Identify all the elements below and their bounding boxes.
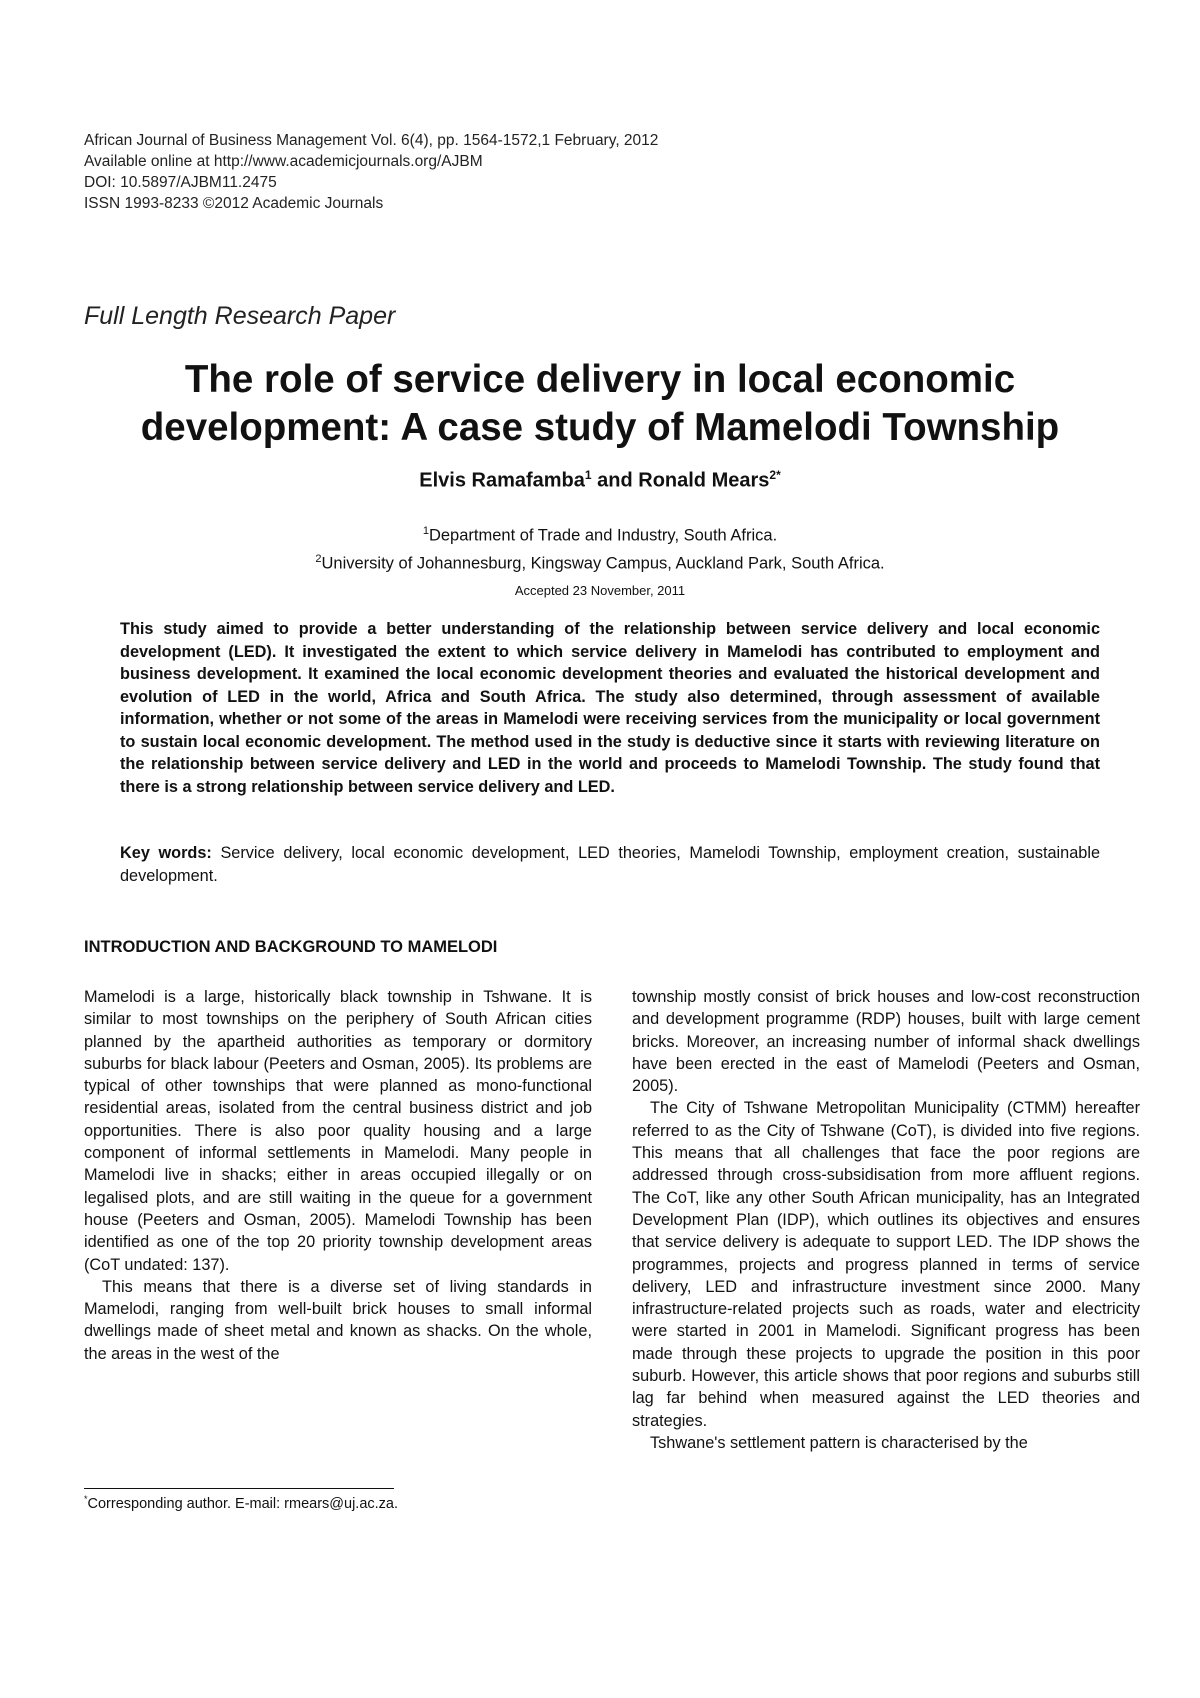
affiliation-item <box>60 520 1140 548</box>
body-paragraph: The City of Tshwane Metropolitan Municipality (CTMM) hereafter referred to as the City of Tshwane (CoT), is divided into five regions. This means that all challenges that face the poor regions are addressed through cross-subsidisation from more affluent regions. The CoT, like any other South African municipality, has an Integrated Development Plan (IDP), which outlines its objectives and ensures that service delivery is adequate to support LED. The IDP shows the programmes, projects and progress planned in terms of service delivery, LED and infrastructure investment since 2000. Many infrastructure-related projects such as roads, water and electricity were started in 2001 in Mamelodi. Significant progress has been made through these projects to upgrade the position in this poor suburb. However, this article shows that poor regions and suburbs still lag far behind when measured against the LED theories and strategies. <box>632 1099 1140 1430</box>
section-heading: INTRODUCTION AND BACKGROUND TO MAMELODI <box>84 938 498 956</box>
affiliation-mark: 1 <box>422 525 429 537</box>
author-connector: and <box>591 469 639 492</box>
author-name: Elvis Ramafamba <box>419 469 585 492</box>
affiliation-text: University of Johannesburg, Kingsway Campus, Auckland Park, South Africa. <box>321 554 885 572</box>
keywords-label: Key words: <box>120 844 212 862</box>
abstract: This study aimed to provide a better understanding of the relationship between service delivery and local economic development (LED). It investigated the extent to which service delivery in Mamelodi has contributed to employment and business development. It examined the local economic development theories and evaluated the historical development and evolution of LED in the world, Africa and South Africa. The study also determined, through assessment of available information, whether or not some of the areas in Mamelodi were receiving services from the municipality or local government to sustain local economic development. The method used in the study is deductive since it starts with reviewing literature on the relationship between service delivery and LED in the world and proceeds to Mamelodi Township. The study found that there is a strong relationship between service delivery and LED. <box>120 620 1100 796</box>
paper-title-line-1: The role of service delivery in local economic <box>184 358 1016 401</box>
journal-citation: African Journal of Business Management Vol. 6(4), pp. 1564-1572,1 February, 2012 <box>84 132 659 149</box>
body-paragraph: This means that there is a diverse set of living standards in Mamelodi, ranging from well-built brick houses to small informal dwellings made of sheet metal and known as shacks. On the whole, the areas in the west of the <box>84 1277 592 1363</box>
keywords-text: Service delivery, local economic development, LED theories, Mamelodi Township, employment creation, sustainable development. <box>120 844 1100 885</box>
body-column-right <box>632 986 1140 1454</box>
author-name: Ronald Mears <box>638 469 770 492</box>
footnote-divider <box>84 1488 394 1489</box>
affiliation-mark: 2 <box>315 552 322 565</box>
author-affiliation-mark: 2* <box>769 468 781 482</box>
author-list <box>60 468 1140 493</box>
body-column-left <box>84 986 592 1365</box>
paper-title <box>60 356 1140 452</box>
paper-type: Full Length Research Paper <box>84 302 396 330</box>
affiliations <box>60 520 1140 575</box>
footnote-mark: * <box>84 1494 88 1504</box>
body-paragraph: Tshwane's settlement pattern is characterised by the <box>650 1433 1028 1452</box>
journal-issn: ISSN 1993-8233 ©2012 Academic Journals <box>84 195 384 212</box>
journal-availability: Available online at http://www.academicjournals.org/AJBM <box>84 153 483 170</box>
footnote-text: Corresponding author. E-mail: rmears@uj.ac.za. <box>87 1495 399 1512</box>
author-affiliation-mark: 1 <box>584 468 592 482</box>
body-paragraph: township mostly consist of brick houses and low-cost reconstruction and development programme (RDP) houses, built with large cement bricks. Moreover, an increasing number of informal shack dwellings have been erected in the east of Mamelodi (Peeters and Osman, 2005). <box>632 988 1140 1096</box>
footnote <box>84 1494 398 1512</box>
journal-header <box>84 130 658 214</box>
keywords <box>120 842 1100 887</box>
affiliation-text: Department of Trade and Industry, South Africa. <box>428 526 778 545</box>
body-paragraph: Mamelodi is a large, historically black township in Tshwane. It is similar to most townships on the periphery of South African cities planned by the apartheid authorities as temporary or dormitory suburbs for black labour (Peeters and Osman, 2005). Its problems are typical of other townships that were planned as mono-functional residential areas, isolated from the central business district and job opportunities. There is also poor quality housing and a large component of informal settlements in Mamelodi. Many people in Mamelodi live in shacks; either in areas occupied illegally or on legalised plots, and are still waiting in the queue for a government house (Peeters and Osman, 2005). Mamelodi Township has been identified as one of the top 20 priority township development areas (CoT undated: 137). <box>84 988 592 1274</box>
journal-doi: DOI: 10.5897/AJBM11.2475 <box>84 174 277 191</box>
paper-title-line-2: development: A case study of Mamelodi Township <box>140 406 1060 449</box>
accepted-date: Accepted 23 November, 2011 <box>514 583 686 598</box>
affiliation-item <box>60 548 1140 576</box>
